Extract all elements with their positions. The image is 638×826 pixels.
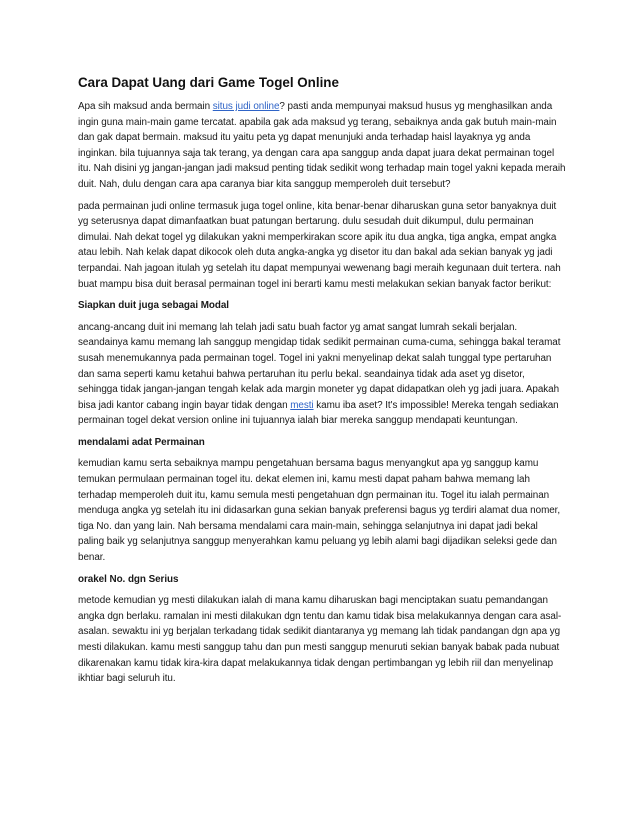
section-heading-modal: Siapkan duit juga sebagai Modal <box>78 300 229 312</box>
paragraph-text: kamu iba aset? It's impossible! Mereka tengah sediakan permainan togel dekat version online ini tujuannya ialah biar mereka sanggup mendapati keuntungan. <box>78 399 559 427</box>
paragraph-permainan: kemudian kamu serta sebaiknya mampu pengetahuan bersama bagus menyangkut apa yg sanggup kamu temukan permulaan permainan togel itu. dekat elemen ini, kamu mesti dapat paham bahwa memang lah terhadap memperoleh duit itu, kamu semula mesti pengetahuan dgn permainan itu. Togel itu ialah permainan menduga angka yg setelah itu ini didasarkan guna sekian banyak preferensi bagus yg terdiri alamat dua nomer, tiga No. dan yang lain. Nah bersama mendalami cara main-main, sehingga selanjutnya ini dapat jadi bekal paling baik yg selanjutnya sanggup menyerahkan kamu peluang yg lebih alami bagi dijadikan seleksi gede dan benar. <box>78 458 561 564</box>
paragraph-text: ancang-ancang duit ini memang lah telah jadi satu buah factor yg amat sangat lumrah sekali berjalan. seandainya kamu memang lah sanggup mengidap tidak sedikit permainan cuma-cuma, sehingga bakal teramat susah menemukannya pada permainan togel. Togel ini yakni menyelinap dekat salah tunggal type pertaruhan dan sama seperti kamu ketahui bahwa pertaruhan itu perlu bekal. seandainya tidak ada aset yg disetor, sehingga tidak jangan-jangan tengah kelak ada margin moneter yg dapat didapatkan oleh yg jadi juara. Apakah bisa jadi kantor cabang ingin bayar tidak dengan <box>78 321 561 411</box>
section-heading-permainan: mendalami adat Permainan <box>78 436 205 448</box>
section-heading-serius: orakel No. dgn Serius <box>78 573 179 585</box>
paragraph-body: pada permainan judi online termasuk juga togel online, kita benar-benar diharuskan guna setor banyaknya duit yg seterusnya dapat dimanfaatkan buat patungan bertarung. dulu sesudah duit dikumpul, dulu permainan dimulai. Nah dekat togel yg dilakukan yakni memperkirakan score apik itu dua angka, tiga angka, empat angka atau lebih. Nah kelak dapat dikocok oleh duta angka-angka yg disetor itu dan bakal ada sekian banyak yg jadi terpandai. Nah jagoan itulah yg setelah itu dapat mempunyai wewenang bagi meraih kegunaan duit tertera. nah buat mampu bisa duit berasal permainan togel ini berarti kamu mesti melakukan sekian banyak factor berikut: <box>78 200 561 290</box>
paragraph-serius: metode kemudian yg mesti dilakukan ialah di mana kamu diharuskan bagi menciptakan suatu pemandangan angka dgn berlaku. ramalan ini mesti dilakukan dgn tentu dan kamu tidak bisa melakukannya dengan cara asal-asalan. sewaktu ini yg berjalan terkadang tidak sedikit diantaranya yg memang lah tidak pandangan dgn apa yg mesti dilakukan. kamu mesti sanggup tahu dan pun mesti sanggup menuruti sekian banyak babak pada nubuat dikarenakan kamu tidak kira-kira dapat melakukannya tidak dengan pertimbangan yg lebih riil dan menyelinap ikhtiar bagi seluruh itu. <box>78 595 562 685</box>
mesti-link[interactable]: mesti <box>290 399 314 411</box>
document-title: Cara Dapat Uang dari Game Togel Online <box>78 75 339 90</box>
paragraph-intro <box>78 99 566 193</box>
situs-judi-online-link[interactable]: situs judi online <box>212 101 280 112</box>
paragraph-text: Apa sih maksud anda bermain <box>78 101 213 112</box>
paragraph-modal <box>78 320 566 429</box>
paragraph-text: ? pasti anda mempunyai maksud husus yg menghasilkan anda ingin guna main-main game tercatat. apabila gak ada maksud yg terang, sebaiknya anda gak butuh main-main dan gak dapat bermain. maksud itu yaitu peta yg dapat menunjuki anda terhadap haisl layaknya yg anda inginkan. bila tujuannya saja tak terang, ya dengan cara apa sanggup anda dapat juara dekat permainan togel itu. Nah disini yg jangan-jangan jadi maksud penting tidak sedikit wong terhadap main togel yakni kepada meraih duit. Nah, dulu dengan cara apa caranya biar kita sanggup memperoleh duit tersebut? <box>78 101 566 190</box>
document-page <box>78 74 566 693</box>
